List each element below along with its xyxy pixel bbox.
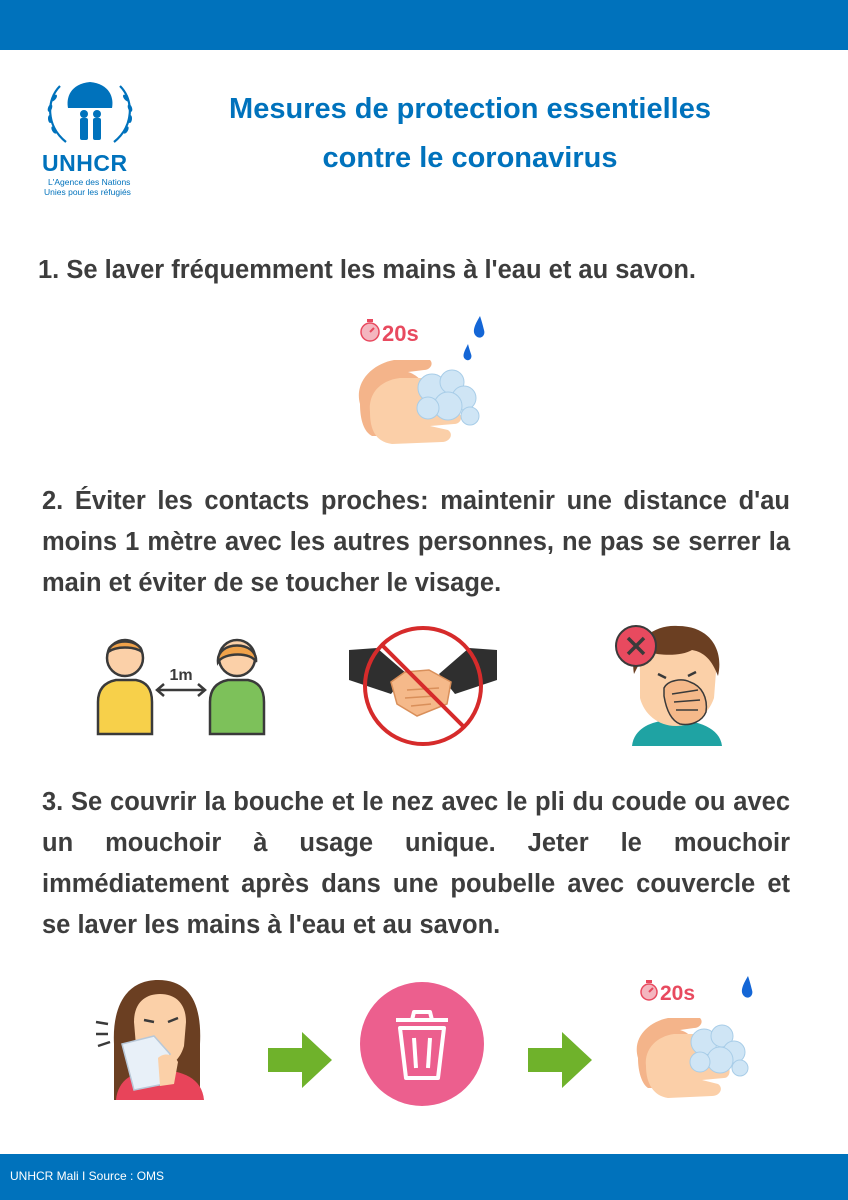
- unhcr-emblem-icon: [40, 78, 140, 150]
- no-touch-face-icon: [612, 616, 740, 748]
- footer-bar: [0, 1154, 848, 1200]
- stopwatch-icon: [361, 319, 379, 341]
- page-title-line1: Mesures de protection essentielles: [229, 93, 711, 125]
- water-drop-icon: [464, 344, 472, 360]
- unhcr-logo: [40, 78, 140, 196]
- footer-source-text: UNHCR Mali I Source : OMS: [10, 1169, 165, 1183]
- logo-subtitle-line2: Unies pour les réfugiés: [44, 187, 131, 197]
- logo-wordmark: UNHCR: [42, 150, 128, 176]
- page-title-line2: contre le coronavirus: [322, 142, 618, 174]
- arrow-right-icon: [268, 1030, 334, 1090]
- water-drop-icon: [742, 976, 752, 998]
- logo-subtitle-line1: L'Agence des Nations: [48, 177, 131, 187]
- stopwatch-icon: [641, 980, 657, 1000]
- step-3-text: 3. Se couvrir la bouche et le nez avec le pli du coude ou avec un mouchoir à usage unique. Jeter le mouchoir immédiatement après dans une poubelle avec couvercle et se laver les mains à l'eau et au savon.: [42, 788, 790, 939]
- water-drop-icon: [474, 316, 484, 338]
- timer-label-2: 20s: [660, 982, 696, 1005]
- arrow-right-icon: [528, 1030, 594, 1090]
- top-banner: [0, 0, 848, 50]
- handwash-icon: [352, 312, 502, 457]
- sneezing-woman-icon: [94, 974, 210, 1100]
- page-title: [170, 85, 770, 183]
- close-icon: [616, 626, 656, 666]
- step-2-text: 2. Éviter les contacts proches: maintenir une distance d'au moins 1 mètre avec les autres personnes, ne pas se serrer la main et éviter de se toucher le visage.: [42, 487, 790, 597]
- distance-icon: [94, 636, 268, 736]
- timer-label: 20s: [382, 321, 419, 346]
- step-1-text: 1. Se laver fréquemment les mains à l'eau et au savon.: [38, 256, 697, 284]
- handwash-icon-2: [632, 972, 762, 1106]
- trash-bin-icon: [358, 980, 486, 1108]
- no-handshake-icon: [347, 624, 499, 748]
- distance-label: 1m: [169, 667, 193, 684]
